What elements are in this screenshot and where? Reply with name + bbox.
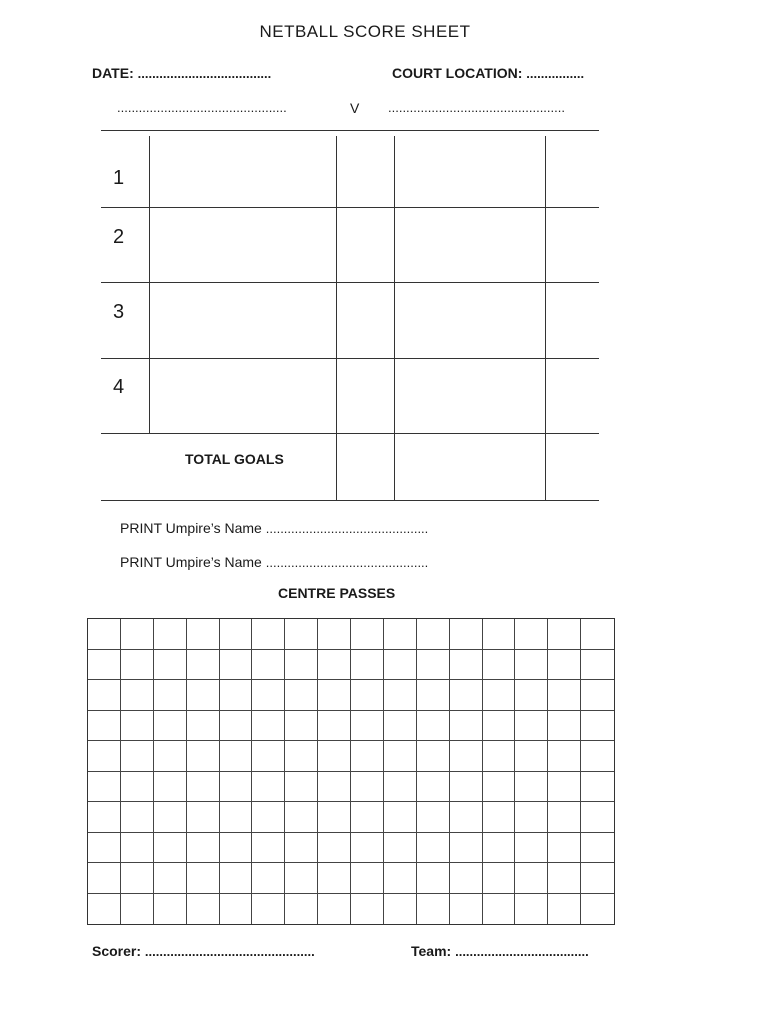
sheet-title: NETBALL SCORE SHEET — [259, 22, 471, 41]
team-b-score-divider — [545, 136, 546, 501]
centre-pass-cell[interactable] — [351, 650, 384, 681]
centre-pass-cell[interactable] — [154, 680, 187, 711]
centre-pass-cell[interactable] — [450, 833, 483, 864]
centre-passes-grid — [87, 618, 615, 925]
centre-pass-cell[interactable] — [515, 802, 548, 833]
centre-pass-cell[interactable] — [515, 741, 548, 772]
centre-pass-cell[interactable] — [220, 741, 253, 772]
team-field[interactable] — [411, 943, 589, 959]
centre-pass-cell[interactable] — [548, 680, 581, 711]
centre-pass-cell[interactable] — [417, 833, 450, 864]
row-divider — [101, 358, 599, 359]
centre-pass-cell[interactable] — [154, 619, 187, 650]
centre-pass-cell[interactable] — [318, 894, 351, 925]
centre-pass-cell[interactable] — [187, 863, 220, 894]
centre-pass-cell[interactable] — [88, 711, 121, 742]
centre-pass-cell[interactable] — [88, 863, 121, 894]
centre-pass-cell[interactable] — [384, 802, 417, 833]
centre-pass-cell[interactable] — [483, 711, 516, 742]
centre-pass-cell[interactable] — [351, 802, 384, 833]
centre-pass-cell[interactable] — [450, 680, 483, 711]
centre-pass-cell[interactable] — [548, 741, 581, 772]
centre-pass-cell[interactable] — [252, 711, 285, 742]
centre-pass-cell[interactable] — [154, 772, 187, 803]
centre-pass-cell[interactable] — [187, 833, 220, 864]
centre-pass-cell[interactable] — [581, 680, 614, 711]
team-dots: ..................................... — [455, 944, 589, 959]
centre-pass-cell[interactable] — [318, 680, 351, 711]
centre-pass-cell[interactable] — [252, 833, 285, 864]
centre-pass-cell[interactable] — [515, 772, 548, 803]
centre-pass-cell[interactable] — [187, 650, 220, 681]
centre-pass-cell[interactable] — [450, 863, 483, 894]
centre-pass-cell[interactable] — [483, 833, 516, 864]
centre-pass-cell[interactable] — [220, 772, 253, 803]
centre-pass-cell[interactable] — [187, 680, 220, 711]
centre-pass-cell[interactable] — [483, 741, 516, 772]
centre-pass-cell[interactable] — [121, 619, 154, 650]
centre-pass-cell[interactable] — [121, 833, 154, 864]
centre-pass-cell[interactable] — [384, 619, 417, 650]
centre-pass-cell[interactable] — [351, 680, 384, 711]
centre-pass-cell[interactable] — [483, 680, 516, 711]
centre-pass-cell[interactable] — [318, 833, 351, 864]
centre-pass-cell[interactable] — [581, 711, 614, 742]
centre-pass-cell[interactable] — [285, 680, 318, 711]
row-divider — [101, 207, 599, 208]
date-field[interactable] — [92, 65, 271, 81]
centre-pass-cell[interactable] — [252, 650, 285, 681]
centre-pass-cell[interactable] — [417, 680, 450, 711]
centre-pass-cell[interactable] — [220, 894, 253, 925]
centre-pass-cell[interactable] — [515, 894, 548, 925]
centre-pass-cell[interactable] — [384, 833, 417, 864]
centre-pass-cell[interactable] — [548, 802, 581, 833]
versus-label: V — [350, 100, 360, 116]
centre-pass-cell[interactable] — [548, 711, 581, 742]
centre-pass-cell[interactable] — [483, 863, 516, 894]
centre-pass-cell[interactable] — [88, 680, 121, 711]
centre-pass-cell[interactable] — [285, 772, 318, 803]
centre-pass-cell[interactable] — [417, 894, 450, 925]
date-dots: ..................................... — [137, 66, 272, 81]
centre-pass-cell[interactable] — [548, 619, 581, 650]
centre-pass-cell[interactable] — [450, 619, 483, 650]
centre-pass-cell[interactable] — [351, 619, 384, 650]
umpire-name-field[interactable] — [120, 554, 428, 570]
centre-pass-cell[interactable] — [285, 711, 318, 742]
centre-pass-cell[interactable] — [515, 680, 548, 711]
centre-pass-cell[interactable] — [515, 833, 548, 864]
centre-pass-cell[interactable] — [220, 619, 253, 650]
centre-pass-cell[interactable] — [417, 772, 450, 803]
centre-pass-cell[interactable] — [88, 833, 121, 864]
centre-pass-cell[interactable] — [154, 863, 187, 894]
centre-pass-cell[interactable] — [121, 894, 154, 925]
centre-pass-cell[interactable] — [351, 863, 384, 894]
centre-pass-cell[interactable] — [187, 894, 220, 925]
centre-pass-cell[interactable] — [384, 680, 417, 711]
scorer-field[interactable] — [92, 943, 315, 959]
table-bottom-rule — [101, 500, 599, 501]
quarter-number: 2 — [113, 226, 125, 248]
date-label: DATE: — [92, 65, 134, 81]
team-b-divider — [394, 136, 395, 501]
centre-pass-cell[interactable] — [417, 650, 450, 681]
centre-pass-cell[interactable] — [417, 711, 450, 742]
centre-pass-cell[interactable] — [88, 894, 121, 925]
centre-pass-cell[interactable] — [450, 741, 483, 772]
centre-pass-cell[interactable] — [384, 772, 417, 803]
centre-pass-cell[interactable] — [285, 833, 318, 864]
centre-pass-cell[interactable] — [515, 863, 548, 894]
centre-pass-cell[interactable] — [548, 833, 581, 864]
centre-pass-cell[interactable] — [515, 650, 548, 681]
umpire-name-dots: ............................................. — [265, 521, 429, 536]
scorer-label: Scorer: — [92, 943, 142, 959]
court-location-dots: ................ — [526, 66, 585, 81]
centre-pass-cell[interactable] — [154, 650, 187, 681]
centre-pass-cell[interactable] — [220, 802, 253, 833]
centre-pass-cell[interactable] — [581, 741, 614, 772]
centre-pass-cell[interactable] — [351, 772, 384, 803]
row-divider — [101, 433, 599, 434]
centre-pass-cell[interactable] — [154, 711, 187, 742]
row-divider — [101, 282, 599, 283]
centre-pass-cell[interactable] — [285, 650, 318, 681]
umpire-name-field[interactable] — [120, 520, 428, 536]
centre-pass-cell[interactable] — [450, 802, 483, 833]
centre-pass-cell[interactable] — [220, 833, 253, 864]
centre-pass-cell[interactable] — [285, 863, 318, 894]
centre-pass-cell[interactable] — [187, 802, 220, 833]
centre-pass-cell[interactable] — [285, 894, 318, 925]
centre-pass-cell[interactable] — [121, 863, 154, 894]
centre-pass-cell[interactable] — [154, 894, 187, 925]
centre-pass-cell[interactable] — [121, 650, 154, 681]
centre-pass-cell[interactable] — [548, 650, 581, 681]
centre-pass-cell[interactable] — [187, 741, 220, 772]
centre-pass-cell[interactable] — [548, 772, 581, 803]
centre-pass-cell[interactable] — [384, 863, 417, 894]
centre-pass-cell[interactable] — [285, 619, 318, 650]
centre-pass-cell[interactable] — [88, 650, 121, 681]
centre-pass-cell[interactable] — [450, 650, 483, 681]
team-b-field[interactable]: ................................................. — [388, 100, 565, 115]
centre-pass-cell[interactable] — [88, 772, 121, 803]
centre-pass-cell[interactable] — [351, 894, 384, 925]
centre-pass-cell[interactable] — [318, 650, 351, 681]
centre-pass-cell[interactable] — [252, 894, 285, 925]
quarter-column-divider — [149, 136, 150, 433]
centre-pass-cell[interactable] — [351, 711, 384, 742]
centre-pass-cell[interactable] — [121, 680, 154, 711]
centre-pass-cell[interactable] — [384, 894, 417, 925]
centre-pass-cell[interactable] — [384, 650, 417, 681]
centre-pass-cell[interactable] — [318, 741, 351, 772]
centre-pass-cell[interactable] — [318, 619, 351, 650]
centre-pass-cell[interactable] — [450, 772, 483, 803]
centre-pass-cell[interactable] — [285, 802, 318, 833]
quarter-number: 3 — [113, 301, 125, 323]
centre-pass-cell[interactable] — [220, 711, 253, 742]
centre-pass-cell[interactable] — [483, 802, 516, 833]
centre-pass-cell[interactable] — [187, 772, 220, 803]
centre-pass-cell[interactable] — [581, 833, 614, 864]
centre-pass-cell[interactable] — [318, 772, 351, 803]
centre-pass-cell[interactable] — [515, 619, 548, 650]
score-table — [101, 130, 599, 501]
centre-pass-cell[interactable] — [483, 772, 516, 803]
centre-pass-cell[interactable] — [121, 802, 154, 833]
centre-pass-cell[interactable] — [351, 833, 384, 864]
centre-pass-cell[interactable] — [252, 772, 285, 803]
court-location-field[interactable] — [392, 65, 584, 81]
centre-pass-cell[interactable] — [121, 772, 154, 803]
quarter-number: 4 — [113, 376, 125, 398]
centre-pass-cell[interactable] — [285, 741, 318, 772]
court-location-label: COURT LOCATION: — [392, 65, 523, 81]
team-label: Team: — [411, 943, 452, 959]
centre-pass-cell[interactable] — [483, 619, 516, 650]
centre-pass-cell[interactable] — [318, 863, 351, 894]
team-a-score-divider — [336, 136, 337, 501]
centre-pass-cell[interactable] — [417, 619, 450, 650]
centre-pass-cell[interactable] — [548, 894, 581, 925]
centre-pass-cell[interactable] — [220, 680, 253, 711]
centre-pass-cell[interactable] — [88, 741, 121, 772]
centre-pass-cell[interactable] — [318, 711, 351, 742]
centre-pass-cell[interactable] — [252, 741, 285, 772]
centre-pass-cell[interactable] — [252, 680, 285, 711]
centre-pass-cell[interactable] — [581, 863, 614, 894]
centre-pass-cell[interactable] — [483, 894, 516, 925]
centre-pass-cell[interactable] — [154, 802, 187, 833]
centre-pass-cell[interactable] — [351, 741, 384, 772]
team-a-field[interactable]: ............................................... — [117, 100, 287, 115]
centre-pass-cell[interactable] — [187, 619, 220, 650]
centre-pass-cell[interactable] — [417, 863, 450, 894]
centre-pass-cell[interactable] — [121, 711, 154, 742]
centre-pass-cell[interactable] — [252, 619, 285, 650]
centre-pass-cell[interactable] — [384, 741, 417, 772]
centre-pass-cell[interactable] — [154, 741, 187, 772]
centre-pass-cell[interactable] — [450, 894, 483, 925]
centre-pass-cell[interactable] — [417, 741, 450, 772]
centre-pass-cell[interactable] — [384, 711, 417, 742]
centre-pass-cell[interactable] — [252, 802, 285, 833]
centre-pass-cell[interactable] — [252, 863, 285, 894]
centre-pass-cell[interactable] — [187, 711, 220, 742]
centre-pass-cell[interactable] — [220, 863, 253, 894]
umpire-name-label: PRINT Umpire’s Name — [120, 520, 262, 536]
centre-pass-cell[interactable] — [88, 619, 121, 650]
centre-pass-cell[interactable] — [581, 894, 614, 925]
centre-pass-cell[interactable] — [88, 802, 121, 833]
centre-pass-cell[interactable] — [548, 863, 581, 894]
umpire-name-dots: ............................................. — [265, 555, 429, 570]
centre-pass-cell[interactable] — [417, 802, 450, 833]
centre-pass-cell[interactable] — [581, 619, 614, 650]
table-top-rule — [101, 130, 599, 131]
centre-passes-title: CENTRE PASSES — [278, 585, 396, 601]
total-goals-label: TOTAL GOALS — [185, 451, 284, 467]
centre-pass-cell[interactable] — [581, 772, 614, 803]
centre-pass-cell[interactable] — [450, 711, 483, 742]
centre-pass-cell[interactable] — [121, 741, 154, 772]
centre-pass-cell[interactable] — [318, 802, 351, 833]
centre-pass-cell[interactable] — [154, 833, 187, 864]
centre-pass-cell[interactable] — [515, 711, 548, 742]
quarter-number: 1 — [113, 167, 125, 189]
centre-pass-cell[interactable] — [581, 802, 614, 833]
centre-pass-cell[interactable] — [581, 650, 614, 681]
centre-pass-cell[interactable] — [483, 650, 516, 681]
centre-pass-cell[interactable] — [220, 650, 253, 681]
umpire-name-label: PRINT Umpire’s Name — [120, 554, 262, 570]
scorer-dots: ............................................... — [144, 944, 315, 959]
